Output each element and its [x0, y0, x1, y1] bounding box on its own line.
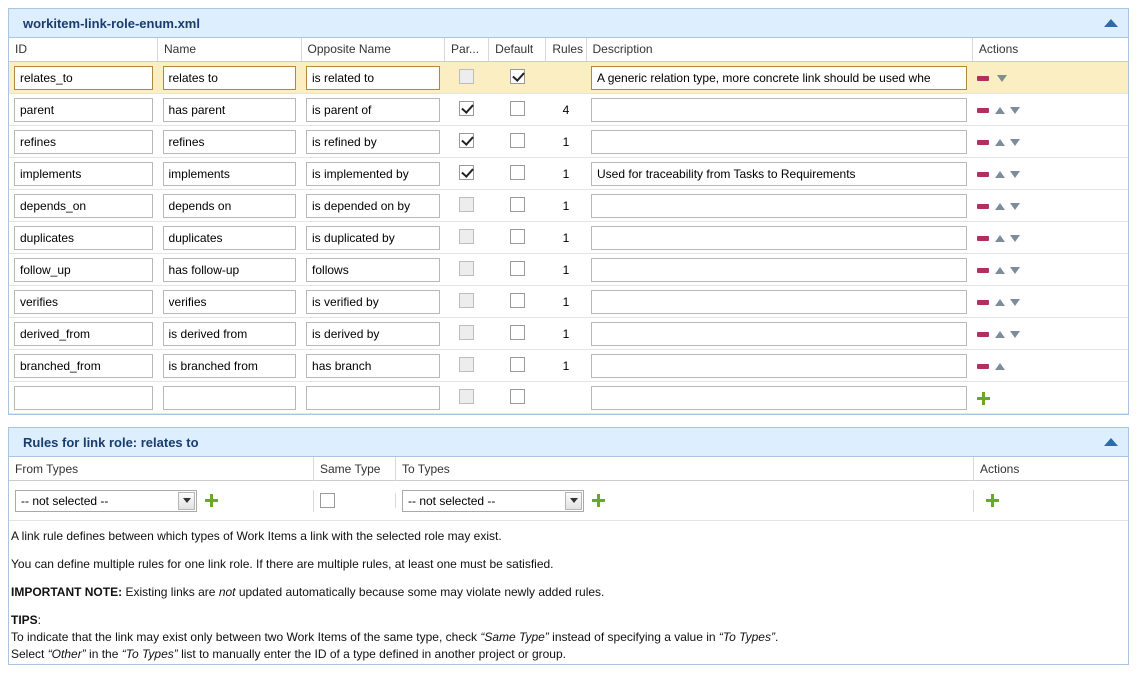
rules-count-cell — [546, 222, 586, 254]
remove-row-icon[interactable] — [977, 108, 989, 113]
column-header-rules[interactable]: Rules — [546, 38, 586, 62]
opposite-name-input[interactable] — [306, 290, 440, 314]
id-input[interactable] — [14, 130, 153, 154]
same-type-cell — [314, 493, 396, 508]
name-cell — [158, 254, 302, 286]
column-header-to-types: To Types — [396, 457, 974, 481]
id-input[interactable] — [14, 386, 153, 410]
opposite-name-input[interactable] — [306, 98, 440, 122]
table-row[interactable] — [9, 158, 1128, 190]
name-cell — [158, 190, 302, 222]
row-actions-cell — [972, 222, 1128, 254]
tip1-italic-2: “To Types” — [718, 630, 775, 644]
description-input[interactable] — [591, 290, 967, 314]
parent-cell — [445, 382, 489, 414]
remove-row-icon[interactable] — [977, 140, 989, 145]
description-cell — [586, 286, 972, 318]
opposite-name-input[interactable] — [306, 130, 440, 154]
parent-checkbox — [459, 389, 474, 404]
description-cell — [586, 350, 972, 382]
name-input[interactable] — [163, 130, 297, 154]
add-row-icon[interactable] — [977, 392, 990, 405]
row-actions-cell — [972, 158, 1128, 190]
table-row[interactable] — [9, 318, 1128, 350]
default-checkbox[interactable] — [510, 69, 525, 84]
description-input[interactable] — [591, 66, 967, 90]
move-down-icon[interactable] — [997, 75, 1007, 82]
add-from-type-icon[interactable] — [205, 494, 218, 507]
row-actions-cell — [972, 126, 1128, 158]
default-cell — [489, 286, 546, 318]
move-down-icon[interactable] — [1010, 267, 1020, 274]
description-cell — [586, 190, 972, 222]
tip2-part-b: in the — [85, 647, 122, 661]
id-cell — [9, 190, 158, 222]
description-input[interactable] — [591, 98, 967, 122]
parent-checkbox — [459, 229, 474, 244]
link-roles-table-body — [9, 62, 1128, 414]
id-cell — [9, 286, 158, 318]
description-cell — [586, 94, 972, 126]
parent-cell — [445, 126, 489, 158]
parent-checkbox[interactable] — [459, 133, 474, 148]
parent-checkbox[interactable] — [459, 101, 474, 116]
default-checkbox[interactable] — [510, 229, 525, 244]
id-input[interactable] — [14, 290, 153, 314]
tip1-italic-1: “Same Type” — [480, 630, 549, 644]
column-header-default[interactable]: Default — [489, 38, 546, 62]
important-note-text-2: updated automatically because some may violate newly added rules. — [235, 585, 605, 599]
rules-count-cell — [546, 350, 586, 382]
name-input[interactable] — [163, 226, 297, 250]
name-input[interactable] — [163, 386, 297, 410]
id-cell — [9, 126, 158, 158]
move-up-icon[interactable] — [995, 203, 1005, 210]
tip2-part-c: list to manually enter the ID of a type defined in another project or group. — [177, 647, 566, 661]
opposite-name-cell — [301, 158, 445, 190]
description-input[interactable] — [591, 194, 967, 218]
rules-count: 1 — [562, 262, 570, 277]
parent-cell — [445, 158, 489, 190]
tip2-italic-1: “Other” — [47, 647, 86, 661]
tip-line-2 — [11, 647, 1126, 662]
name-input[interactable] — [163, 98, 297, 122]
rules-panel-title: Rules for link role: relates to — [23, 434, 199, 450]
parent-cell — [445, 254, 489, 286]
rules-count-cell — [546, 286, 586, 318]
move-down-icon[interactable] — [1010, 331, 1020, 338]
rules-count-cell — [546, 126, 586, 158]
description-input[interactable] — [591, 386, 967, 410]
move-down-icon[interactable] — [1010, 235, 1020, 242]
name-input[interactable] — [163, 354, 297, 378]
default-cell — [489, 158, 546, 190]
parent-cell — [445, 350, 489, 382]
parent-cell — [445, 286, 489, 318]
parent-cell — [445, 62, 489, 94]
row-actions-cell — [972, 382, 1128, 414]
remove-row-icon[interactable] — [977, 364, 989, 369]
parent-checkbox — [459, 293, 474, 308]
remove-row-icon[interactable] — [977, 332, 989, 337]
rules-count: 1 — [562, 134, 570, 149]
default-cell — [489, 126, 546, 158]
rules-table-row — [9, 481, 1128, 521]
remove-row-icon[interactable] — [977, 236, 989, 241]
move-up-icon[interactable] — [995, 299, 1005, 306]
description-input[interactable] — [591, 226, 967, 250]
from-types-cell — [9, 490, 314, 512]
id-input[interactable] — [14, 194, 153, 218]
default-checkbox[interactable] — [510, 133, 525, 148]
row-actions-cell — [972, 318, 1128, 350]
id-cell — [9, 62, 158, 94]
name-cell — [158, 318, 302, 350]
add-to-type-icon[interactable] — [592, 494, 605, 507]
name-input[interactable] — [163, 258, 297, 282]
tips-label: TIPS — [11, 613, 38, 627]
name-input[interactable] — [163, 162, 297, 186]
opposite-name-cell — [301, 126, 445, 158]
table-row[interactable] — [9, 222, 1128, 254]
name-input[interactable] — [163, 66, 297, 90]
name-cell — [158, 286, 302, 318]
id-input[interactable] — [14, 322, 153, 346]
rules-panel — [8, 427, 1129, 665]
default-checkbox[interactable] — [510, 389, 525, 404]
opposite-name-cell — [301, 382, 445, 414]
rules-panel-header — [9, 428, 1128, 457]
panel-title: workitem-link-role-enum.xml — [23, 15, 200, 31]
move-up-icon[interactable] — [995, 171, 1005, 178]
row-actions-cell — [972, 190, 1128, 222]
default-cell — [489, 350, 546, 382]
to-types-selected-value: -- not selected -- — [408, 493, 496, 508]
id-cell — [9, 158, 158, 190]
name-cell — [158, 94, 302, 126]
help-important-note — [11, 585, 1126, 600]
link-roles-panel — [8, 8, 1129, 415]
parent-cell — [445, 94, 489, 126]
name-cell — [158, 158, 302, 190]
from-types-selected-value: -- not selected -- — [21, 493, 109, 508]
opposite-name-input[interactable] — [306, 354, 440, 378]
default-cell — [489, 94, 546, 126]
rules-count-cell — [546, 158, 586, 190]
row-actions-cell — [972, 254, 1128, 286]
row-actions-cell — [972, 286, 1128, 318]
parent-checkbox — [459, 197, 474, 212]
name-cell — [158, 350, 302, 382]
default-cell — [489, 254, 546, 286]
remove-row-icon[interactable] — [977, 204, 989, 209]
row-actions-cell — [972, 62, 1128, 94]
rules-count-cell — [546, 190, 586, 222]
tips-colon: : — [37, 613, 42, 627]
rules-count: 1 — [562, 358, 570, 373]
tip1-part-c: . — [774, 630, 779, 644]
name-cell — [158, 126, 302, 158]
name-cell — [158, 382, 302, 414]
tip-line-1 — [11, 630, 1126, 645]
table-header-row — [9, 38, 1128, 62]
important-note-text-1: Existing links are — [122, 585, 219, 599]
description-input[interactable] — [591, 258, 967, 282]
name-input[interactable] — [163, 290, 297, 314]
default-checkbox[interactable] — [510, 325, 525, 340]
move-down-icon[interactable] — [1010, 107, 1020, 114]
from-types-select[interactable] — [15, 490, 197, 512]
description-cell — [586, 318, 972, 350]
opposite-name-cell — [301, 94, 445, 126]
id-cell — [9, 318, 158, 350]
remove-row-icon[interactable] — [977, 172, 989, 177]
opposite-name-cell — [301, 254, 445, 286]
column-header-from-types: From Types — [9, 457, 314, 481]
opposite-name-cell — [301, 318, 445, 350]
table-row[interactable] — [9, 94, 1128, 126]
id-input[interactable] — [14, 258, 153, 282]
id-input[interactable] — [14, 98, 153, 122]
default-checkbox[interactable] — [510, 197, 525, 212]
rules-count-cell — [546, 254, 586, 286]
description-input[interactable] — [591, 354, 967, 378]
opposite-name-input[interactable] — [306, 386, 440, 410]
opposite-name-input[interactable] — [306, 226, 440, 250]
table-row[interactable] — [9, 286, 1128, 318]
opposite-name-input[interactable] — [306, 162, 440, 186]
column-header-description[interactable]: Description — [586, 38, 972, 62]
help-line-2: You can define multiple rules for one link role. If there are multiple rules, at least one must be satisfied. — [11, 557, 554, 571]
help-text — [9, 521, 1128, 662]
rules-count-cell — [546, 94, 586, 126]
parent-checkbox[interactable] — [459, 165, 474, 180]
id-cell — [9, 94, 158, 126]
move-down-icon[interactable] — [1010, 139, 1020, 146]
id-input[interactable] — [14, 354, 153, 378]
description-cell — [586, 254, 972, 286]
default-checkbox[interactable] — [510, 293, 525, 308]
opposite-name-cell — [301, 190, 445, 222]
rules-table-header — [9, 457, 1128, 481]
id-cell — [9, 350, 158, 382]
row-actions-cell — [972, 94, 1128, 126]
rules-count-cell — [546, 318, 586, 350]
opposite-name-cell — [301, 350, 445, 382]
default-checkbox[interactable] — [510, 261, 525, 276]
parent-checkbox — [459, 325, 474, 340]
name-input[interactable] — [163, 322, 297, 346]
description-cell — [586, 62, 972, 94]
chevron-down-icon[interactable] — [178, 492, 195, 510]
description-cell — [586, 222, 972, 254]
rules-count-cell — [546, 382, 586, 414]
description-cell — [586, 126, 972, 158]
move-up-icon[interactable] — [995, 139, 1005, 146]
move-up-icon[interactable] — [995, 235, 1005, 242]
rules-count: 4 — [562, 102, 570, 117]
rules-count: 1 — [562, 326, 570, 341]
important-note-italic: not — [218, 585, 236, 599]
name-input[interactable] — [163, 194, 297, 218]
move-down-icon[interactable] — [1010, 203, 1020, 210]
parent-cell — [445, 318, 489, 350]
parent-cell — [445, 190, 489, 222]
remove-row-icon[interactable] — [977, 268, 989, 273]
id-input[interactable] — [14, 162, 153, 186]
move-up-icon[interactable] — [995, 267, 1005, 274]
rules-count: 1 — [562, 198, 570, 213]
rules-count: 1 — [562, 230, 570, 245]
description-input[interactable] — [591, 162, 967, 186]
id-cell — [9, 254, 158, 286]
link-roles-table — [9, 38, 1128, 414]
table-row[interactable] — [9, 190, 1128, 222]
parent-checkbox — [459, 357, 474, 372]
collapse-arrow-up-icon[interactable] — [1104, 438, 1118, 446]
move-up-icon[interactable] — [995, 331, 1005, 338]
column-header-id[interactable]: ID — [9, 38, 158, 62]
table-row[interactable] — [9, 254, 1128, 286]
default-checkbox[interactable] — [510, 101, 525, 116]
parent-cell — [445, 222, 489, 254]
column-header-opposite-name[interactable]: Opposite Name — [301, 38, 445, 62]
important-note-label: IMPORTANT NOTE: — [11, 585, 123, 599]
same-type-checkbox[interactable] — [320, 493, 335, 508]
rules-count: 1 — [562, 166, 570, 181]
column-header-same-type: Same Type — [314, 457, 396, 481]
column-header-actions: Actions — [972, 38, 1128, 62]
opposite-name-cell — [301, 222, 445, 254]
id-input[interactable] — [14, 226, 153, 250]
opposite-name-input[interactable] — [306, 258, 440, 282]
help-line-1: A link rule defines between which types of Work Items a link with the selected role may exist. — [11, 529, 502, 543]
move-up-icon[interactable] — [995, 363, 1005, 370]
tip2-part-a: Select — [11, 647, 48, 661]
opposite-name-input[interactable] — [306, 66, 440, 90]
table-row[interactable] — [9, 126, 1128, 158]
move-up-icon[interactable] — [995, 107, 1005, 114]
tips-label-line — [11, 613, 1126, 628]
rules-count: 1 — [562, 294, 570, 309]
default-cell — [489, 318, 546, 350]
opposite-name-input[interactable] — [306, 322, 440, 346]
column-header-parent[interactable]: Par... — [445, 38, 489, 62]
description-cell — [586, 382, 972, 414]
opposite-name-cell — [301, 62, 445, 94]
chevron-down-icon[interactable] — [565, 492, 582, 510]
parent-checkbox — [459, 261, 474, 276]
default-cell — [489, 222, 546, 254]
description-input[interactable] — [591, 130, 967, 154]
table-row[interactable] — [9, 62, 1128, 94]
default-checkbox[interactable] — [510, 357, 525, 372]
opposite-name-cell — [301, 286, 445, 318]
move-down-icon[interactable] — [1010, 171, 1020, 178]
default-checkbox[interactable] — [510, 165, 525, 180]
description-input[interactable] — [591, 322, 967, 346]
tip1-part-a: To indicate that the link may exist only between two Work Items of the same type, check — [11, 630, 481, 644]
to-types-cell — [396, 490, 974, 512]
default-cell — [489, 190, 546, 222]
tip1-part-b: instead of specifying a value in — [548, 630, 719, 644]
table-row[interactable] — [9, 350, 1128, 382]
default-cell — [489, 382, 546, 414]
remove-row-icon[interactable] — [977, 300, 989, 305]
rules-actions-cell — [974, 494, 1128, 507]
name-cell — [158, 62, 302, 94]
id-input[interactable] — [14, 66, 153, 90]
to-types-select[interactable] — [402, 490, 584, 512]
rules-count-cell — [546, 62, 586, 94]
move-down-icon[interactable] — [1010, 299, 1020, 306]
table-row[interactable] — [9, 382, 1128, 414]
column-header-name[interactable]: Name — [158, 38, 302, 62]
remove-row-icon[interactable] — [977, 76, 989, 81]
description-cell — [586, 158, 972, 190]
id-cell — [9, 382, 158, 414]
row-actions-cell — [972, 350, 1128, 382]
opposite-name-input[interactable] — [306, 194, 440, 218]
collapse-arrow-up-icon[interactable] — [1104, 19, 1118, 27]
link-roles-panel-header — [9, 9, 1128, 38]
name-cell — [158, 222, 302, 254]
default-cell — [489, 62, 546, 94]
tip2-italic-2: “To Types” — [121, 647, 178, 661]
id-cell — [9, 222, 158, 254]
column-header-rules-actions: Actions — [980, 461, 1020, 476]
add-rule-icon[interactable] — [986, 494, 999, 507]
parent-checkbox — [459, 69, 474, 84]
